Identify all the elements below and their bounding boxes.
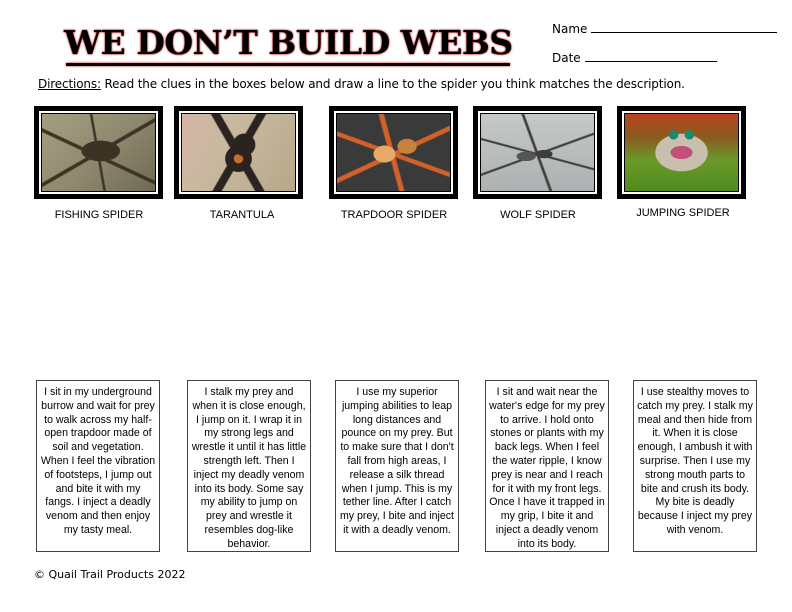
date-field[interactable] (552, 51, 717, 65)
jumping-spider-image (625, 114, 738, 191)
date-label: Date (552, 51, 581, 65)
title-underline (66, 63, 510, 66)
clue-box-5: I use stealthy moves to catch my prey. I stalk my meal and then hide from it. When it is close enough, I ambush it with surprise. Then I use my strong mouth parts to bite and crush its body. My bite is deadly because I inject my prey with venom. (633, 380, 757, 552)
caption-jumping-spider: JUMPING SPIDER (636, 207, 730, 219)
name-label: Name (552, 22, 588, 36)
clue-box-4: I sit and wait near the water's edge for my prey to arrive. I hold onto stones or plants with my back legs. When I feel the water ripple, I know prey is near and I reach for it with my front legs. Once I have it trapped in my grip, I bite it and inject a deadly venom into its body. (485, 380, 609, 552)
caption-trapdoor-spider: TRAPDOOR SPIDER (340, 209, 448, 221)
date-blank-line[interactable] (585, 51, 717, 62)
directions-label: Directions: (38, 77, 101, 91)
jumping-spider-photo (617, 106, 746, 199)
clue-box-2: I stalk my prey and when it is close enough, I jump on it. I wrap it in my strong legs and wrestle it until it has little strength left. Then I inject my deadly venom into its body. Some say my ability to jump on prey and wrestle it resembles dog-like behavior. (187, 380, 311, 552)
tarantula-photo (174, 106, 303, 199)
clue-box-1: I sit in my underground burrow and wait for prey to walk across my half-open trapdoor made of soil and vegetation. When I feel the vibration of footsteps, I jump out and bite it with my fangs. I inject a deadly venom and then enjoy my tasty meal. (36, 380, 160, 552)
caption-fishing-spider: FISHING SPIDER (54, 209, 144, 221)
worksheet-title: WE DON’T BUILD WEBS (64, 23, 513, 62)
trapdoor-spider-image (337, 114, 450, 191)
fishing-spider-photo (34, 106, 163, 199)
wolf-spider-photo (473, 106, 602, 199)
directions (38, 77, 685, 91)
clue-box-3: I use my superior jumping abilities to leap long distances and pounce on my prey. But to make sure that I don't fall from high areas, I release a silk thread when I jump. This is my tether line. After I catch my prey, I bite and inject it with a deadly venom. (335, 380, 459, 552)
wolf-spider-image (481, 114, 594, 191)
copyright-notice: © Quail Trail Products 2022 (34, 568, 186, 581)
name-field[interactable] (552, 22, 777, 36)
fishing-spider-image (42, 114, 155, 191)
trapdoor-spider-photo (329, 106, 458, 199)
caption-tarantula: TARANTULA (209, 209, 275, 221)
caption-wolf-spider: WOLF SPIDER (500, 209, 576, 221)
tarantula-image (182, 114, 295, 191)
name-blank-line[interactable] (591, 22, 777, 33)
directions-text: Read the clues in the boxes below and draw a line to the spider you think matches the description. (100, 77, 685, 91)
